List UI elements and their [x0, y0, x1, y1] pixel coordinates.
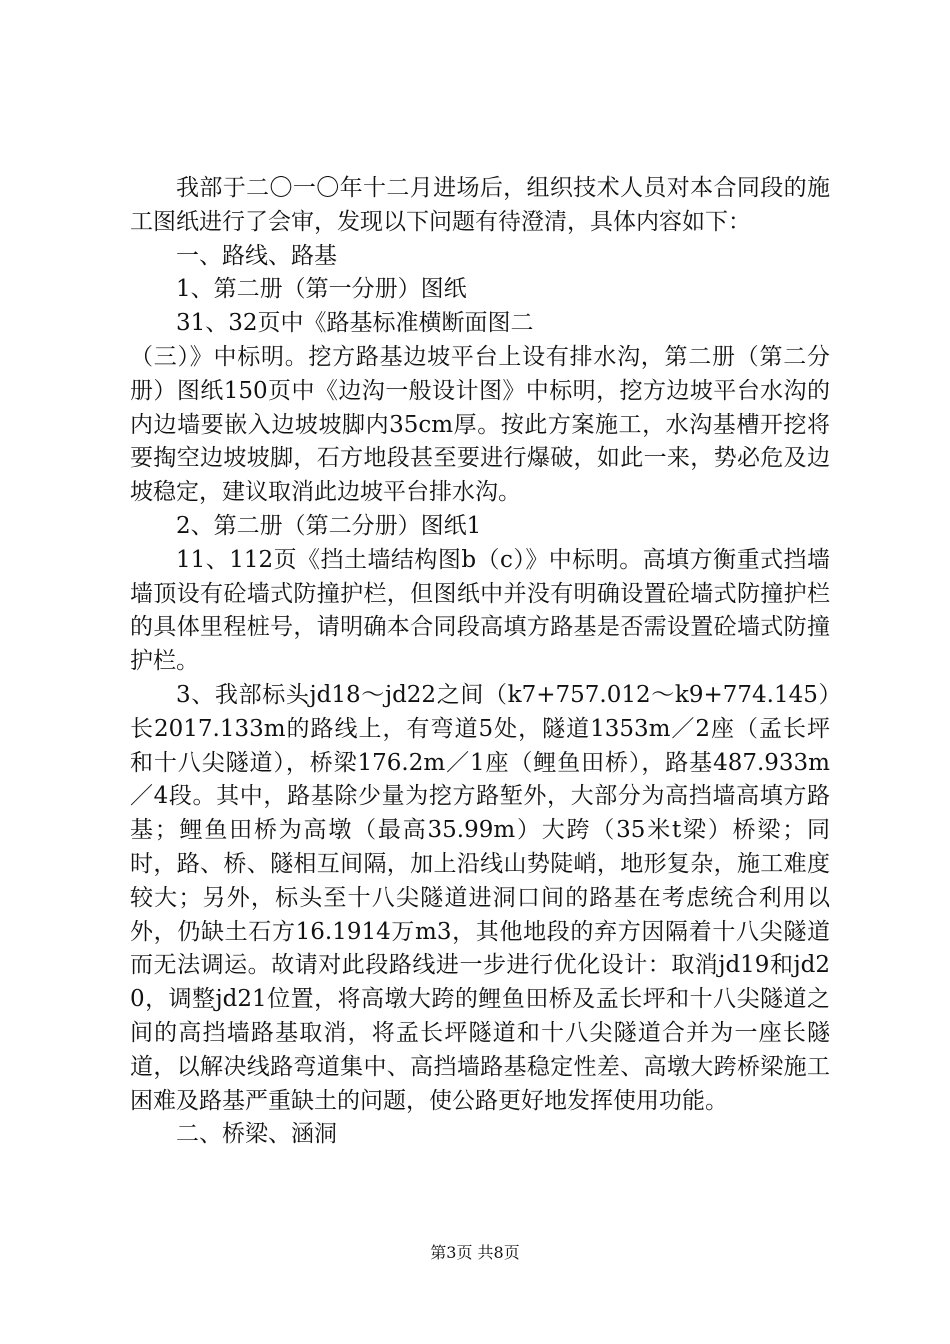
item-2-heading: 2、第二册（第二分册）图纸1 [176, 512, 482, 539]
item-1-reference: 31、32页中《路基标准横断面图二 [176, 310, 534, 337]
intro-paragraph: 我部于二〇一〇年十二月进场后，组织技术人员对本合同段的施工图纸进行了会审，发现以下问题有待澄清，具体内容如下： [130, 175, 830, 235]
item-1-paragraph: （三）》中标明。挖方路基边坡平台上设有排水沟，第二册（第二分册）图纸150页中《边沟一般设计图》中标明，挖方边坡平台水沟的内边墙要嵌入边坡坡脚内35cm厚。按此方案施工，水沟基槽开挖将要掏空边坡坡脚，石方地段甚至要进行爆破，如此一来，势必危及边坡稳定，建议取消此边坡平台排水沟。 [130, 343, 830, 506]
document-body [130, 172, 830, 1152]
section-heading-route-subgrade: 一、路线、路基 [176, 242, 337, 269]
item-3-paragraph: 3、我部标头jd18～jd22之间（k7+757.012～k9+774.145）长2017.133m的路线上，有弯道5处，隧道1353m／2座（孟长坪和十八尖隧道），桥梁176.2m／1座（鲤鱼田桥），路基487.933m／4段。其中，路基除少量为挖方路堑外，大部分为高挡墙高填方路基；鲤鱼田桥为高墩（最高35.99m）大跨（35米t梁）桥梁；同时，路、桥、隧相互间隔，加上沿线山势陡峭，地形复杂，施工难度较大；另外，标头至十八尖隧道进洞口间的路基在考虑统合利用以外，仍缺土石方16.1914万m3，其他地段的弃方因隔着十八尖隧道而无法调运。故请对此段路线进一步进行优化设计：取消jd19和jd20，调整jd21位置，将高墩大跨的鲤鱼田桥及孟长坪和十八尖隧道之间的高挡墙路基取消，将孟长坪隧道和十八尖隧道合并为一座长隧道，以解决线路弯道集中、高挡墙路基稳定性差、高墩大跨桥梁施工困难及路基严重缺土的问题，使公路更好地发挥使用功能。 [130, 681, 830, 1114]
section-heading-bridge-culvert: 二、桥梁、涵洞 [176, 1121, 337, 1148]
item-1-heading: 1、第二册（第一分册）图纸 [176, 276, 467, 303]
item-2-paragraph: 11、112页《挡土墙结构图b（c）》中标明。高填方衡重式挡墙墙顶设有砼墙式防撞护栏，但图纸中并没有明确设置砼墙式防撞护栏的具体里程桩号，请明确本合同段高填方路基是否需设置砼墙式防撞护栏。 [130, 546, 830, 675]
page-footer: 第3页 共8页 [430, 1243, 520, 1262]
